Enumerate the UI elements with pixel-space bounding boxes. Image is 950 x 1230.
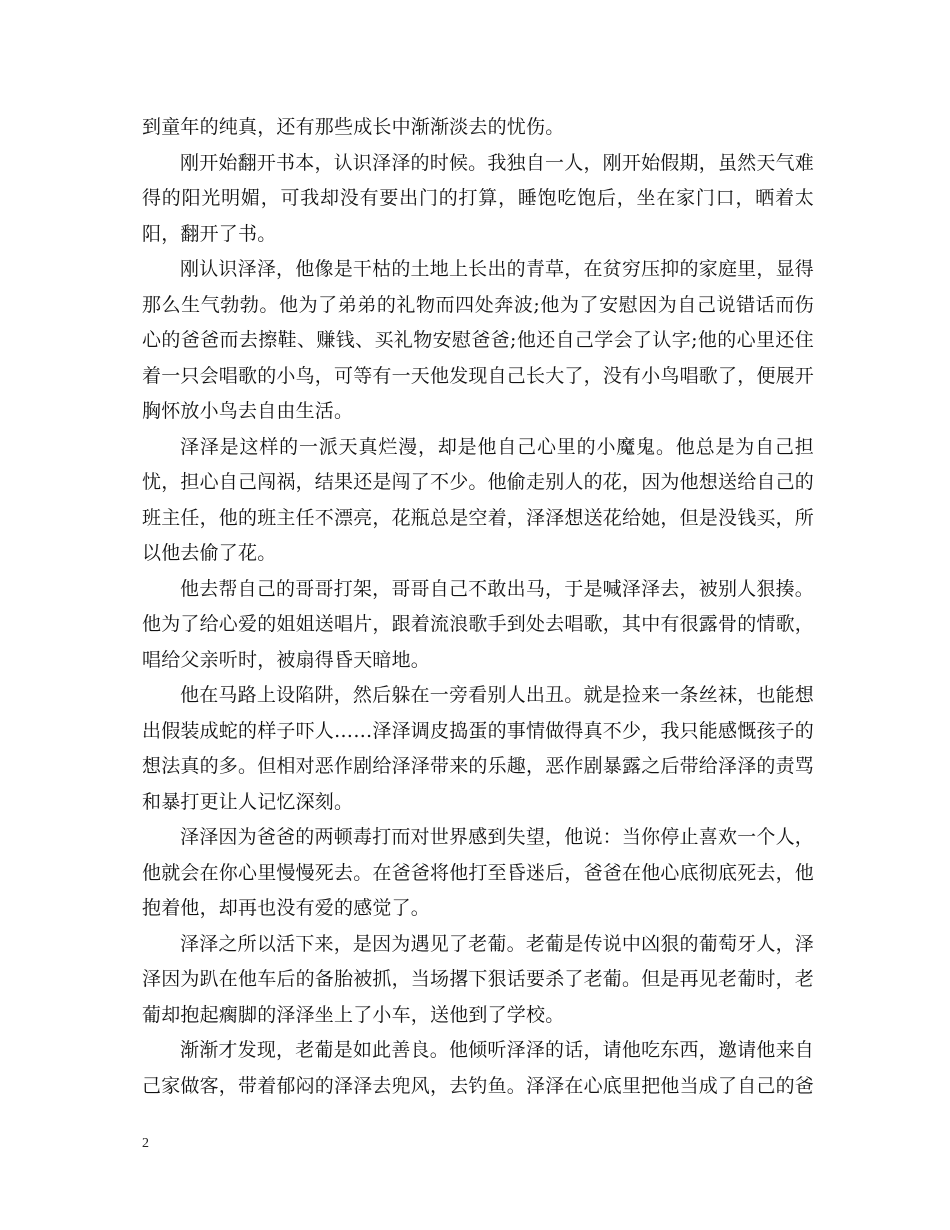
paragraph-7: 泽泽因为爸爸的两顿毒打而对世界感到失望，他说：当你停止喜欢一个人，他就会在你心里慢慢死去。在爸爸将他打至昏迷后，爸爸在他心底彻底死去，他抱着他，却再也没有爱的感觉了。 [142, 826, 815, 919]
paragraph-1: 到童年的纯真，还有那些成长中渐渐淡去的忧伤。 [142, 116, 565, 138]
paragraph-3: 刚认识泽泽，他像是干枯的土地上长出的青草，在贫穷压抑的家庭里，显得那么生气勃勃。他为了弟弟的礼物而四处奔波;他为了安慰因为自己说错话而伤心的爸爸而去擦鞋、赚钱、买礼物安慰爸爸;他还自己学会了认字;他的心里还住着一只会唱歌的小鸟，可等有一天他发现自己长大了，没有小鸟唱歌了，便展开胸怀放小鸟去自由生活。 [142, 258, 815, 422]
paragraph-8: 泽泽之所以活下来，是因为遇见了老葡。老葡是传说中凶狠的葡萄牙人，泽泽因为趴在他车后的备胎被抓，当场撂下狠话要杀了老葡。但是再见老葡时，老葡却抱起瘸脚的泽泽坐上了小车，送他到了学校。 [142, 932, 815, 1026]
page-number: 2 [142, 1136, 149, 1151]
paragraph-6: 他在马路上设陷阱，然后躲在一旁看别人出丑。就是捡来一条丝袜，也能想出假装成蛇的样子吓人……泽泽调皮捣蛋的事情做得真不少，我只能感慨孩子的想法真的多。但相对恶作剧给泽泽带来的乐趣，恶作剧暴露之后带给泽泽的责骂和暴打更让人记忆深刻。 [142, 684, 815, 813]
paragraph-5: 他去帮自己的哥哥打架，哥哥自己不敢出马，于是喊泽泽去，被别人狠揍。他为了给心爱的姐姐送唱片，跟着流浪歌手到处去唱歌，其中有很露骨的情歌，唱给父亲听时，被扇得昏天暗地。 [142, 577, 815, 671]
document-body [142, 110, 814, 1104]
paragraph-9: 渐渐才发现，老葡是如此善良。他倾听泽泽的话，请他吃东西，邀请他来自己家做客，带着郁闷的泽泽去兜风，去钓鱼。泽泽在心底里把他当成了自己的爸 [142, 1039, 815, 1097]
paragraph-4: 泽泽是这样的一派天真烂漫，却是他自己心里的小魔鬼。他总是为自己担忧，担心自己闯祸，结果还是闯了不少。他偷走别人的花，因为他想送给自己的班主任，他的班主任不漂亮，花瓶总是空着，泽泽想送花给她，但是没钱买，所以他去偷了花。 [142, 435, 815, 564]
paragraph-2: 刚开始翻开书本，认识泽泽的时候。我独自一人，刚开始假期，虽然天气难得的阳光明媚，可我却没有要出门的打算，睡饱吃饱后，坐在家门口，晒着太阳，翻开了书。 [142, 151, 814, 245]
